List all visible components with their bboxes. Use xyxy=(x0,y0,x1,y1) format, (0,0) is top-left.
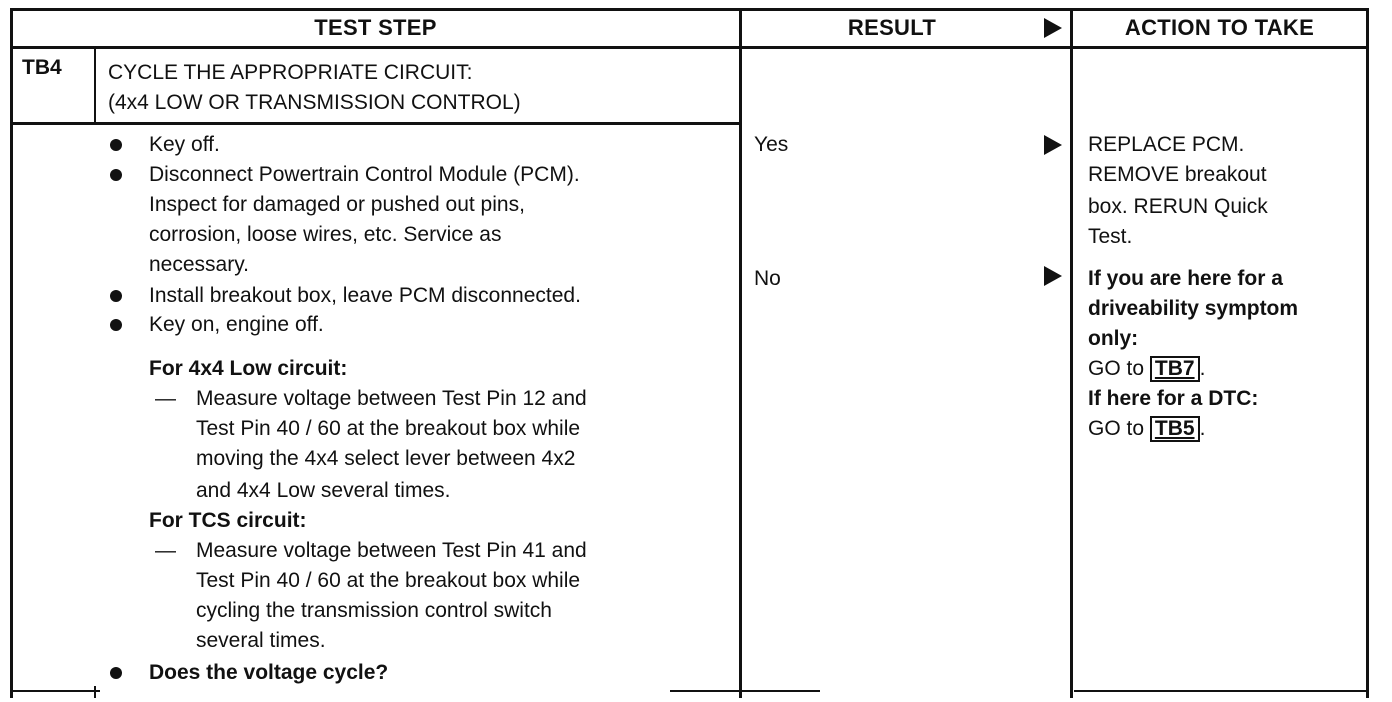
step-title-line1: CYCLE THE APPROPRIATE CIRCUIT: xyxy=(108,61,473,84)
low-circuit-heading: For 4x4 Low circuit: xyxy=(149,357,348,380)
low-circuit-l3: moving the 4x4 select lever between 4x2 xyxy=(196,447,576,470)
instruction-key-on: Key on, engine off. xyxy=(149,313,324,336)
title-rule xyxy=(10,122,740,125)
step-result-divider xyxy=(739,8,742,698)
bottom-rule-mid xyxy=(670,690,820,692)
result-yes: Yes xyxy=(754,133,789,156)
question-voltage-cycle: Does the voltage cycle? xyxy=(149,661,389,684)
tcs-circuit-l3: cycling the transmission control switch xyxy=(196,599,552,622)
bullet-icon xyxy=(110,169,122,181)
step-id: TB4 xyxy=(22,56,62,79)
right-border xyxy=(1366,8,1369,698)
action-go-tb7 xyxy=(1088,354,1205,384)
id-divider xyxy=(94,46,96,124)
instruction-disconnect-l4: necessary. xyxy=(149,253,249,276)
action-no-l4: If here for a DTC: xyxy=(1088,387,1259,410)
tcs-circuit-heading: For TCS circuit: xyxy=(149,509,307,532)
bullet-icon xyxy=(110,139,122,151)
action-yes-l4: Test. xyxy=(1088,225,1133,248)
tb5-reference-link[interactable]: TB5 xyxy=(1150,416,1200,442)
tcs-circuit-l1: Measure voltage between Test Pin 41 and xyxy=(196,539,587,562)
header-action: ACTION TO TAKE xyxy=(1124,15,1315,40)
left-border xyxy=(10,8,13,698)
bullet-icon xyxy=(110,667,122,679)
bullet-icon xyxy=(110,290,122,302)
action-go-tb5 xyxy=(1088,414,1205,444)
result-yes-arrow-icon xyxy=(1044,135,1062,155)
instruction-disconnect-l1: Disconnect Powertrain Control Module (PCM). xyxy=(149,163,580,186)
header-arrow-icon xyxy=(1044,18,1062,38)
action-no-l1: If you are here for a xyxy=(1088,267,1283,290)
tcs-circuit-l4: several times. xyxy=(196,629,326,652)
action-no-l3: only: xyxy=(1088,327,1139,350)
result-no: No xyxy=(754,267,781,290)
action-yes-l2: REMOVE breakout xyxy=(1088,163,1267,186)
tcs-circuit-l2: Test Pin 40 / 60 at the breakout box while xyxy=(196,569,581,592)
result-no-arrow-icon xyxy=(1044,266,1062,286)
instruction-disconnect-l2: Inspect for damaged or pushed out pins, xyxy=(149,193,525,216)
low-circuit-l4: and 4x4 Low several times. xyxy=(196,479,451,502)
bottom-rule-left xyxy=(10,690,100,692)
header-test-step: TEST STEP xyxy=(314,15,437,40)
action-yes-l3: box. RERUN Quick xyxy=(1088,195,1268,218)
instruction-install-box: Install breakout box, leave PCM disconnected. xyxy=(149,284,581,307)
go-to-period: . xyxy=(1199,357,1206,380)
instruction-disconnect-l3: corrosion, loose wires, etc. Service as xyxy=(149,223,502,246)
go-to-label: GO to xyxy=(1088,357,1145,380)
bullet-icon xyxy=(110,319,122,331)
step-title-line2: (4x4 LOW OR TRANSMISSION CONTROL) xyxy=(108,91,521,114)
header-rule xyxy=(10,46,1368,49)
go-to-label: GO to xyxy=(1088,417,1145,440)
low-circuit-l1: Measure voltage between Test Pin 12 and xyxy=(196,387,587,410)
bottom-rule-right xyxy=(1074,690,1368,692)
instruction-key-off: Key off. xyxy=(149,133,220,156)
go-to-period: . xyxy=(1199,417,1206,440)
tb7-reference-link[interactable]: TB7 xyxy=(1150,356,1200,382)
result-action-divider xyxy=(1070,8,1073,698)
action-yes-l1: REPLACE PCM. xyxy=(1088,133,1245,156)
header-result: RESULT xyxy=(847,15,937,40)
dash-icon: — xyxy=(155,539,176,562)
action-no-l2: driveability symptom xyxy=(1088,297,1299,320)
low-circuit-l2: Test Pin 40 / 60 at the breakout box while xyxy=(196,417,581,440)
bottom-tick xyxy=(94,686,96,698)
step-title xyxy=(108,58,521,118)
dash-icon: — xyxy=(155,387,176,410)
